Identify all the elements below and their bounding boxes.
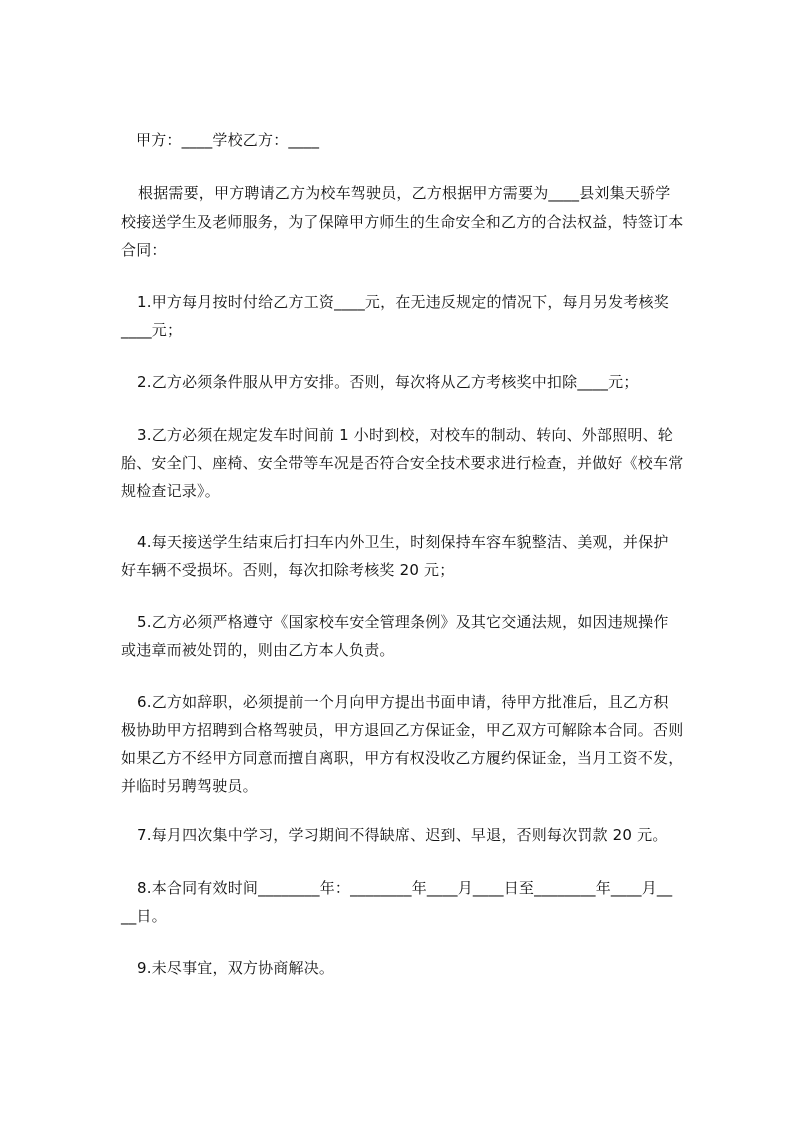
clause-line: 4.每天接送学生结束后打扫车内外卫生，时刻保持车容车貌整洁、美观，并保护: [137, 533, 669, 551]
intro-line: 校接送学生及老师服务，为了保障甲方师生的生命安全和乙方的合法权益，特签订本: [121, 213, 684, 231]
intro-line: 合同：: [121, 241, 167, 259]
clause-line: 1.甲方每月按时付给乙方工资____元，在无违反规定的情况下，每月另发考核奖: [137, 293, 669, 311]
clause-line: 7.每月四次集中学习，学习期间不得缺席、迟到、早退，否则每次罚款 20 元。: [137, 826, 668, 844]
clause-line: 胎、安全门、座椅、安全带等车况是否符合安全技术要求进行检查，并做好《校车常: [121, 454, 684, 472]
clause-line: 8.本合同有效时间________年：________年____月____日至________年____月__: [137, 879, 673, 897]
clause-line: __日。: [121, 907, 167, 925]
clause-line: 3.乙方必须在规定发车时间前 1 小时到校，对校车的制动、转向、外部照明、轮: [137, 426, 673, 444]
parties-line: 甲方：____学校乙方：____: [136, 131, 320, 149]
clause-line: 规检查记录》。: [121, 482, 220, 500]
clause-line: 并临时另聘驾驶员。: [121, 777, 258, 795]
clause-line: 2.乙方必须条件服从甲方安排。否则，每次将从乙方考核奖中扣除____元；: [137, 373, 639, 391]
clause-line: 极协助甲方招聘到合格驾驶员，甲方退回乙方保证金，甲乙双方可解除本合同。否则: [121, 721, 684, 739]
clause-line: ____元；: [121, 321, 183, 339]
intro-line: 根据需要，甲方聘请乙方为校车驾驶员，乙方根据甲方需要为____县刘集天骄学: [138, 184, 671, 202]
clause-line: 或违章而被处罚的，则由乙方本人负责。: [121, 641, 395, 659]
clause-line: 5.乙方必须严格遵守《国家校车安全管理条例》及其它交通法规，如因违规操作: [137, 613, 669, 631]
clause-line: 6.乙方如辞职，必须提前一个月向甲方提出书面申请，待甲方批准后，且乙方积: [137, 693, 669, 711]
clause-line: 好车辆不受损坏。否则，每次扣除考核奖 20 元；: [121, 561, 455, 579]
clause-line: 9.未尽事宜，双方协商解决。: [137, 959, 335, 977]
clause-line: 如果乙方不经甲方同意而擅自离职，甲方有权没收乙方履约保证金，当月工资不发，: [121, 749, 684, 767]
